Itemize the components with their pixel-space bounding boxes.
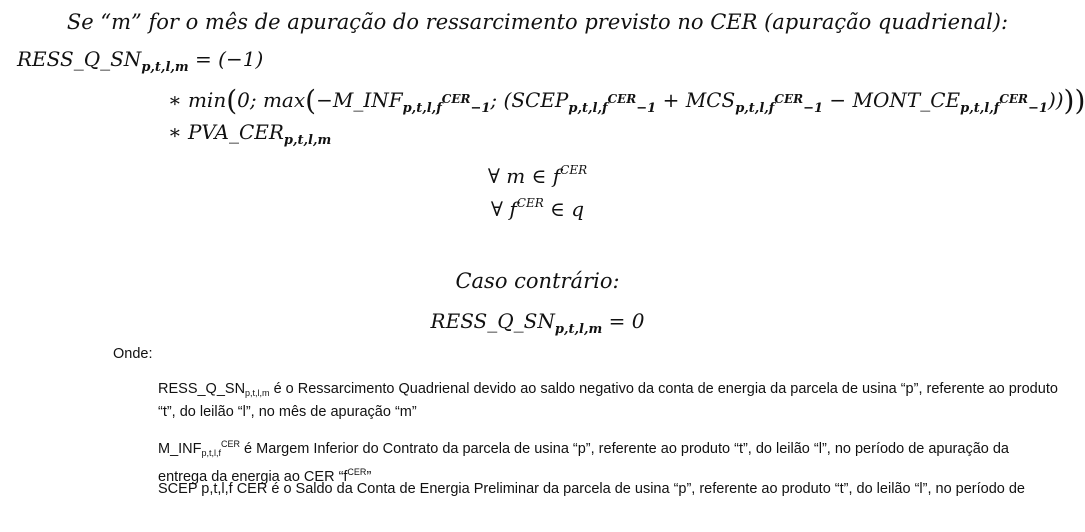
mont-term: − MONT_CE — [823, 88, 961, 112]
definition-minf: $M\_INF_{p,t,l,f}^{CER}$ é Margem Inferior do Contrato da parcela de usina “p”, referente ao produto “t”, do leilão “l”, no período de apuração da entrega da energia ao CER “$f^{CER}$” — [158, 439, 1009, 485]
forall-period: ∀ $f^{CER}$ ∈ q — [490, 196, 585, 221]
closing-parens: )) — [1047, 88, 1064, 112]
minf-term: −M_INF — [316, 88, 403, 112]
forall-month: ∀ m ∈ $f^{CER}$ — [487, 163, 588, 188]
definition-ress: $RESS\_Q\_SN_{p,t,l,m}$ é o Ressarcimento Quadrienal devido ao saldo negativo da conta de energia da parcela de usina “p”, referente ao produto “t”, do leilão “l”, no mês de apuração “m” — [158, 381, 1058, 420]
formula-line-2: ∗ min(0; $\max(-M\_INF_{p,t,l,f^{CER}-1}$; ($SCEP_{p,t,l,f^{CER}-1} + MCS_{p,t,l,f^{CER}-1}$ − $MONT\_CE_{p,t,l,f^{CER}-1}$)))) — [168, 84, 1085, 117]
max-operator: 0; max — [237, 88, 306, 112]
formula-line-1 — [17, 47, 263, 75]
mcs-term: + MCS — [656, 88, 736, 112]
definition-term: RESS_Q_SN — [158, 381, 246, 397]
definition-text: é o Ressarcimento Quadrienal devido ao saldo negativo da conta de energia da parcela de usina “p”, referente ao produto “t”, do leilão “l”, no mês de apuração “m” — [158, 381, 1058, 420]
equals-minus-one: = (−1) — [188, 47, 264, 71]
condition-heading: Se “m” for o mês de apuração do ressarcimento previsto no CER (apuração quadrienal): — [66, 10, 1009, 34]
scep-term: ; (SCEP — [490, 88, 569, 112]
definition-term: M_INF — [158, 441, 202, 457]
cut-off-definition: SCEP p,t,l,f CER é o Saldo da Conta de Energia Preliminar da parcela de usina “p”, referente ao produto “t”, do leilão “l”, no período de — [158, 481, 1025, 497]
formula-line-3: ∗ $PVA\_CER_{p,t,l,m}$ — [168, 120, 332, 148]
min-operator: ∗ min — [168, 88, 227, 112]
caso-contrario-label: Caso contrário: — [455, 269, 620, 293]
pva-term: ∗ PVA_CER — [168, 120, 284, 144]
lhs-term: RESS_Q_SN — [17, 47, 142, 71]
zero-equation: $RESS\_Q\_SN_{p,t,l,m} = 0$ — [430, 309, 645, 337]
onde-label: Onde: — [113, 346, 153, 362]
lhs-subscript: p,t,l,m — [141, 60, 189, 75]
definition-text: é Margem Inferior do Contrato da parcela de usina “p”, referente ao produto “t”, do leilão “l”, no período de apuração da entrega da energia ao CER “f — [158, 441, 1009, 485]
